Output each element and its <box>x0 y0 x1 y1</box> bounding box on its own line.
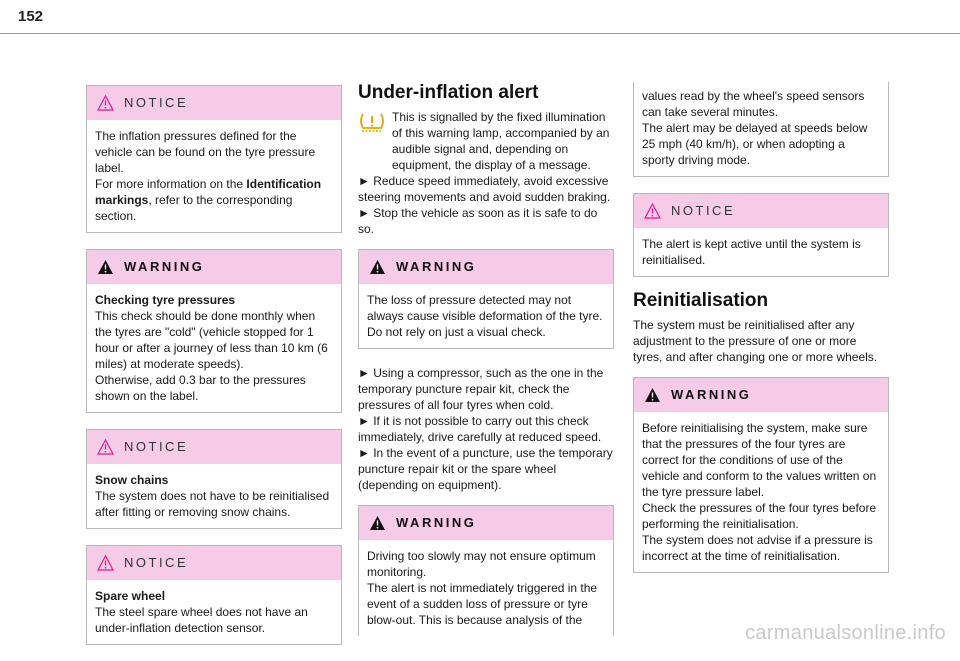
warning-title: WARNING <box>671 387 752 402</box>
warning-title: WARNING <box>124 259 205 274</box>
notice-title: NOTICE <box>671 203 736 218</box>
notice-text: The alert is kept active until the system is reinitialised. <box>642 237 861 267</box>
notice-title: NOTICE <box>124 555 189 570</box>
warning-text: Before reinitialising the system, make sure that the pressures of the four tyres are correct for the conditions of use of the vehicle and conform to the values written on the tyre pressure label. <box>642 421 877 499</box>
header-rule <box>0 33 960 34</box>
warning-triangle-icon <box>97 259 114 275</box>
notice-text: The inflation pressures defined for the vehicle can be found on the tyre pressure label. <box>95 129 316 175</box>
warning-header <box>359 250 613 284</box>
notice-triangle-icon <box>97 95 114 111</box>
watermark: carmanualsonline.info <box>745 622 946 644</box>
warning-text-2: The alert is not immediately triggered in the event of a sudden loss of pressure or tyre blow-out. This is because analysis of the <box>367 581 598 627</box>
notice-box-snow-chains <box>86 429 342 529</box>
warning-text-2: Do not rely on just a visual check. <box>367 325 546 339</box>
warning-triangle-icon <box>644 387 661 403</box>
tyre-pressure-warning-lamp-icon <box>358 111 386 135</box>
box-subtitle: Spare wheel <box>95 589 166 603</box>
step-stop-vehicle: ► Stop the vehicle as soon as it is safe to do so. <box>358 206 598 236</box>
warning-triangle-icon <box>369 259 386 275</box>
step-compressor: ► Using a compressor, such as the one in the temporary puncture repair kit, check the pressures of all four tyres when cold. <box>358 366 604 412</box>
warning-box-continued <box>633 82 889 177</box>
notice-text: The system does not have to be reinitialised after fitting or removing snow chains. <box>95 489 330 519</box>
warning-title: WARNING <box>396 515 477 530</box>
continued-text: values read by the wheel's speed sensors can take several minutes. <box>642 89 865 119</box>
notice-box-inflation <box>86 85 342 233</box>
continued-text-2: The alert may be delayed at speeds below 25 mph (40 km/h), or when adopting a sporty driving mode. <box>642 121 868 167</box>
notice-reference: For more information on the Identification markings, refer to the corresponding section. <box>95 177 322 223</box>
notice-box-spare-wheel <box>86 545 342 645</box>
notice-header <box>634 194 888 228</box>
warning-title: WARNING <box>396 259 477 274</box>
notice-triangle-icon <box>97 555 114 571</box>
page-number: 152 <box>18 8 44 25</box>
reinit-intro-text: The system must be reinitialised after any adjustment to the pressure of one or more tyres, and after changing one or more wheels. <box>633 318 878 364</box>
notice-triangle-icon <box>644 203 661 219</box>
warning-box-reinitialising <box>633 377 889 573</box>
steps-paragraph <box>358 365 614 493</box>
warning-text-2: Check the pressures of the four tyres before performing the reinitialisation. <box>642 501 877 531</box>
notice-title: NOTICE <box>124 439 189 454</box>
notice-title: NOTICE <box>124 95 189 110</box>
intro-text: This is signalled by the fixed illumination of this warning lamp, accompanied by an audible signal and, depending on equipment, the display of a message. <box>392 110 610 172</box>
notice-box-alert-active <box>633 193 889 277</box>
step-puncture: ► In the event of a puncture, use the temporary puncture repair kit or the spare wheel (depending on equipment). <box>358 446 613 492</box>
warning-header <box>87 250 341 284</box>
warning-text-3: The system does not advise if a pressure is incorrect at the time of reinitialisation. <box>642 533 873 563</box>
column-3 <box>633 82 889 589</box>
step-drive-carefully: ► If it is not possible to carry out this check immediately, drive carefully at reduced speed. <box>358 414 602 444</box>
reinit-intro <box>633 317 889 365</box>
warning-box-loss-of-pressure <box>358 249 614 349</box>
warning-box-driving-slowly <box>358 505 614 636</box>
notice-header <box>87 86 341 120</box>
notice-triangle-icon <box>97 439 114 455</box>
box-subtitle: Checking tyre pressures <box>95 293 236 307</box>
warning-text: Driving too slowly may not ensure optimum monitoring. <box>367 549 596 579</box>
warning-header <box>359 506 613 540</box>
notice-header <box>87 430 341 464</box>
notice-header <box>87 546 341 580</box>
warning-text-2: Otherwise, add 0.3 bar to the pressures shown on the label. <box>95 373 306 403</box>
warning-text: This check should be done monthly when the tyres are "cold" (vehicle stopped for 1 hour or after a journey of less than 10 km (6 miles) at moderate speeds). <box>95 309 328 371</box>
warning-triangle-icon <box>369 515 386 531</box>
warning-box-checking-pressures <box>86 249 342 413</box>
column-2 <box>358 82 614 652</box>
section-heading-reinitialisation: Reinitialisation <box>633 290 769 311</box>
step-reduce-speed: ► Reduce speed immediately, avoid excessive steering movements and avoid sudden braking. <box>358 174 611 204</box>
intro-paragraph <box>358 109 614 237</box>
section-heading-under-inflation: Under-inflation alert <box>358 82 539 103</box>
warning-text: The loss of pressure detected may not always cause visible deformation of the tyre. <box>367 293 603 323</box>
column-1 <box>86 85 342 661</box>
notice-text: The steel spare wheel does not have an under-inflation detection sensor. <box>95 605 308 635</box>
box-subtitle: Snow chains <box>95 473 169 487</box>
warning-header <box>634 378 888 412</box>
identification-markings-ref: Identification markings <box>95 177 322 207</box>
